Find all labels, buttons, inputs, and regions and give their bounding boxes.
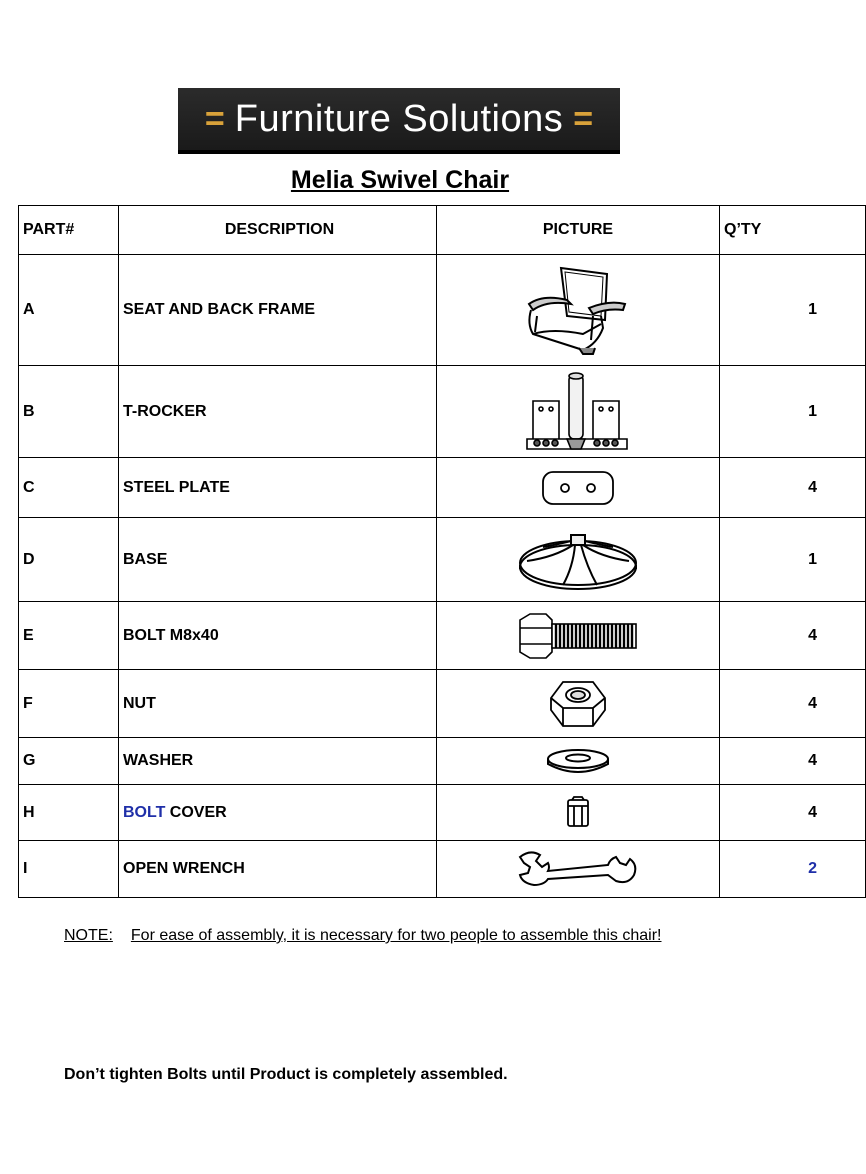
part-qty: 1 xyxy=(720,518,866,602)
part-qty: 4 xyxy=(720,458,866,518)
part-qty: 4 xyxy=(720,602,866,670)
part-picture xyxy=(437,785,720,841)
part-picture xyxy=(437,738,720,785)
part-id: B xyxy=(19,366,119,458)
part-qty: 4 xyxy=(720,670,866,738)
part-qty: 1 xyxy=(720,366,866,458)
washer-icon xyxy=(545,746,611,776)
table-row xyxy=(19,458,866,518)
base-icon xyxy=(515,527,641,593)
part-id: I xyxy=(19,841,119,898)
part-description: BOLT M8x40 xyxy=(119,602,437,670)
table-row xyxy=(19,670,866,738)
part-picture xyxy=(437,841,720,898)
part-id: G xyxy=(19,738,119,785)
part-description: BASE xyxy=(119,518,437,602)
table-row xyxy=(19,518,866,602)
table-row xyxy=(19,602,866,670)
part-description-rest: COVER xyxy=(165,803,227,821)
part-picture xyxy=(437,670,720,738)
table-header-row xyxy=(19,206,866,255)
part-description xyxy=(119,785,437,841)
wrench-icon xyxy=(516,849,640,889)
parts-table xyxy=(18,205,866,898)
note-label: NOTE: xyxy=(64,927,113,944)
part-picture xyxy=(437,602,720,670)
table-row xyxy=(19,738,866,785)
logo-right-bars: = xyxy=(573,100,594,138)
nut-icon xyxy=(549,678,607,730)
logo-underline xyxy=(178,150,620,154)
part-qty: 2 xyxy=(720,841,866,898)
bolt-cover-icon xyxy=(564,796,592,830)
part-id: A xyxy=(19,255,119,366)
header-part: PART# xyxy=(19,206,119,255)
part-description: STEEL PLATE xyxy=(119,458,437,518)
part-qty: 4 xyxy=(720,738,866,785)
header-picture: PICTURE xyxy=(437,206,720,255)
note-text: For ease of assembly, it is necessary for two people to assemble this chair! xyxy=(130,927,662,944)
part-description: T-ROCKER xyxy=(119,366,437,458)
part-picture xyxy=(437,518,720,602)
part-id: C xyxy=(19,458,119,518)
bolt-icon xyxy=(516,612,640,660)
t-rocker-icon xyxy=(523,371,633,453)
logo-left-bars: = xyxy=(204,100,225,138)
chair-frame-icon xyxy=(523,264,633,356)
steel-plate-icon xyxy=(541,468,615,508)
footer-warning: Don’t tighten Bolts until Product is completely assembled. xyxy=(64,1066,508,1083)
part-id: E xyxy=(19,602,119,670)
part-description-highlight: BOLT xyxy=(123,803,166,821)
table-row xyxy=(19,841,866,898)
part-description: WASHER xyxy=(119,738,437,785)
part-picture xyxy=(437,255,720,366)
document-title: Melia Swivel Chair xyxy=(290,166,510,194)
part-picture xyxy=(437,366,720,458)
header-qty: Q’TY xyxy=(720,206,866,255)
part-description: NUT xyxy=(119,670,437,738)
part-id: D xyxy=(19,518,119,602)
table-row xyxy=(19,366,866,458)
logo-text: Furniture Solutions xyxy=(234,98,564,140)
brand-logo xyxy=(178,88,620,154)
header-description: DESCRIPTION xyxy=(119,206,437,255)
part-qty: 4 xyxy=(720,785,866,841)
part-description: SEAT AND BACK FRAME xyxy=(119,255,437,366)
table-row xyxy=(19,785,866,841)
part-id: H xyxy=(19,785,119,841)
part-qty: 1 xyxy=(720,255,866,366)
assembly-note xyxy=(64,927,662,945)
table-row xyxy=(19,255,866,366)
part-picture xyxy=(437,458,720,518)
part-id: F xyxy=(19,670,119,738)
part-description: OPEN WRENCH xyxy=(119,841,437,898)
